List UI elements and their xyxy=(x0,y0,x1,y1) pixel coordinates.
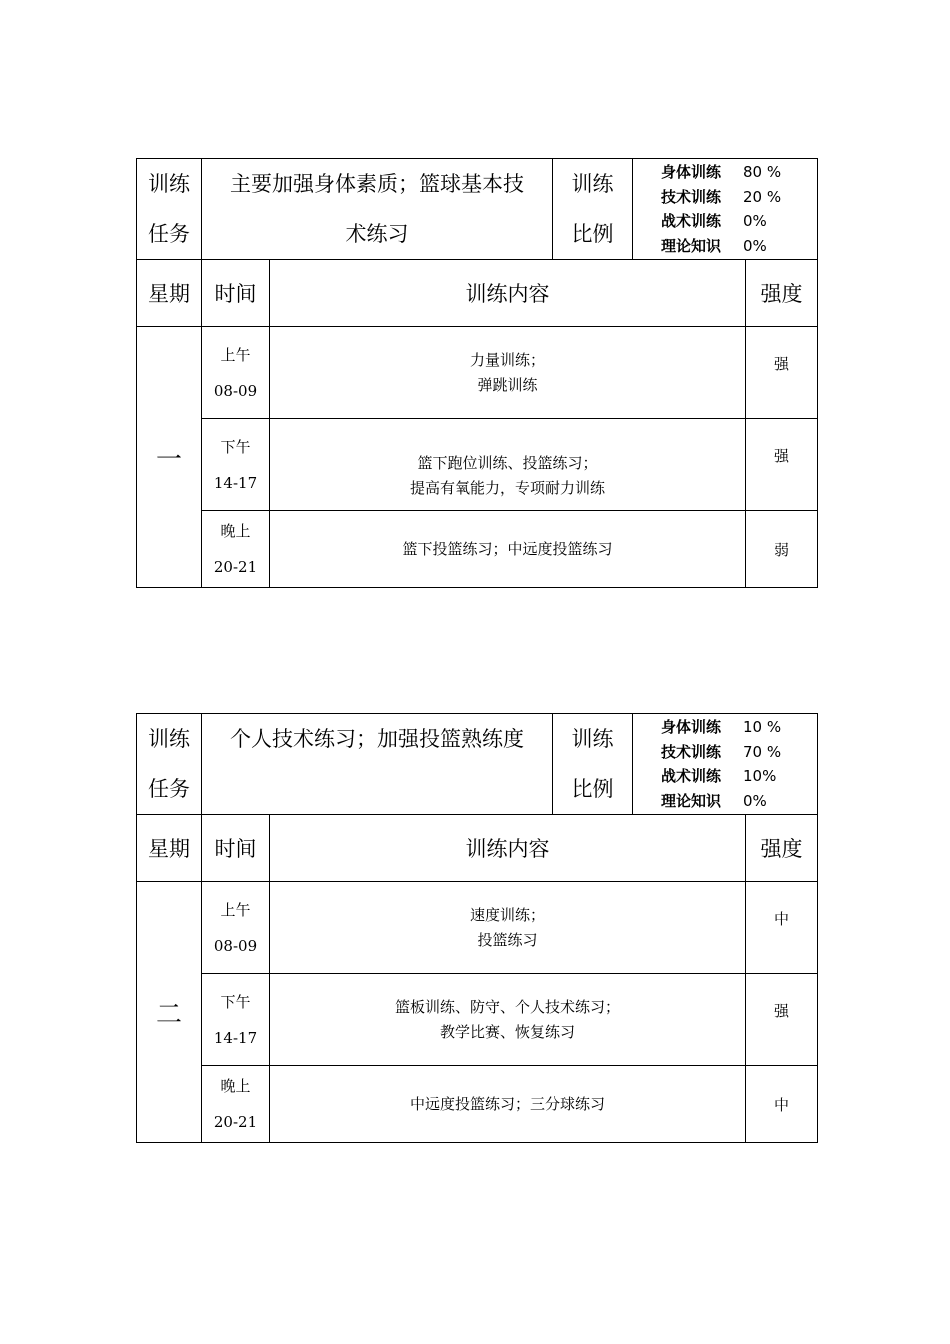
time-slot: 晚上 20-21 xyxy=(202,1066,270,1143)
session-intensity: 中 xyxy=(746,882,818,974)
header-intensity: 强度 xyxy=(746,815,818,882)
session-intensity: 强 xyxy=(746,327,818,419)
ratio-label: 训练 比例 xyxy=(553,159,633,260)
time-slot: 上午 08-09 xyxy=(202,327,270,419)
time-slot: 晚上 20-21 xyxy=(202,511,270,588)
training-plan-table-week2 xyxy=(136,713,818,1143)
ratio-row: 身体训练 80 % xyxy=(661,163,782,181)
training-plan-table-week1 xyxy=(136,158,818,588)
day-cell: 二 xyxy=(137,882,202,1143)
task-label: 训练 任务 xyxy=(137,159,202,260)
header-time: 时间 xyxy=(202,815,270,882)
header-intensity: 强度 xyxy=(746,260,818,327)
ratio-row: 战术训练 10% xyxy=(661,767,777,785)
ratio-row: 理论知识 0% xyxy=(661,236,767,255)
session-content: 篮下投篮练习；中远度投篮练习 xyxy=(270,511,746,588)
time-slot: 下午 14-17 xyxy=(202,419,270,511)
header-day: 星期 xyxy=(137,260,202,327)
task-description: 主要加强身体素质；篮球基本技 术练习 xyxy=(202,159,553,260)
header-day: 星期 xyxy=(137,815,202,882)
day-cell: 一 xyxy=(137,327,202,588)
time-slot: 上午 08-09 xyxy=(202,882,270,974)
ratio-label: 训练 比例 xyxy=(553,714,633,815)
ratio-row: 技术训练 20 % xyxy=(661,187,782,206)
ratio-row: 身体训练 10 % xyxy=(661,718,782,736)
header-content: 训练内容 xyxy=(270,815,746,882)
session-content: 篮板训练、防守、个人技术练习； 教学比赛、恢复练习 xyxy=(270,974,746,1066)
header-time: 时间 xyxy=(202,260,270,327)
task-description: 个人技术练习；加强投篮熟练度 xyxy=(202,714,553,815)
ratio-row: 理论知识 0% xyxy=(661,791,767,810)
ratio-list xyxy=(633,159,818,260)
session-intensity: 强 xyxy=(746,974,818,1066)
ratio-row: 技术训练 70 % xyxy=(661,742,782,761)
session-content: 中远度投篮练习；三分球练习 xyxy=(270,1066,746,1143)
session-intensity: 强 xyxy=(746,419,818,511)
ratio-row: 战术训练 0% xyxy=(661,212,767,230)
session-content: 速度训练； 投篮练习 xyxy=(270,882,746,974)
header-content: 训练内容 xyxy=(270,260,746,327)
task-label: 训练 任务 xyxy=(137,714,202,815)
session-intensity: 弱 xyxy=(746,511,818,588)
time-slot: 下午 14-17 xyxy=(202,974,270,1066)
session-content: 力量训练； 弹跳训练 xyxy=(270,327,746,419)
ratio-list xyxy=(633,714,818,815)
session-intensity: 中 xyxy=(746,1066,818,1143)
session-content: 篮下跑位训练、投篮练习； 提高有氧能力，专项耐力训练 xyxy=(270,419,746,511)
